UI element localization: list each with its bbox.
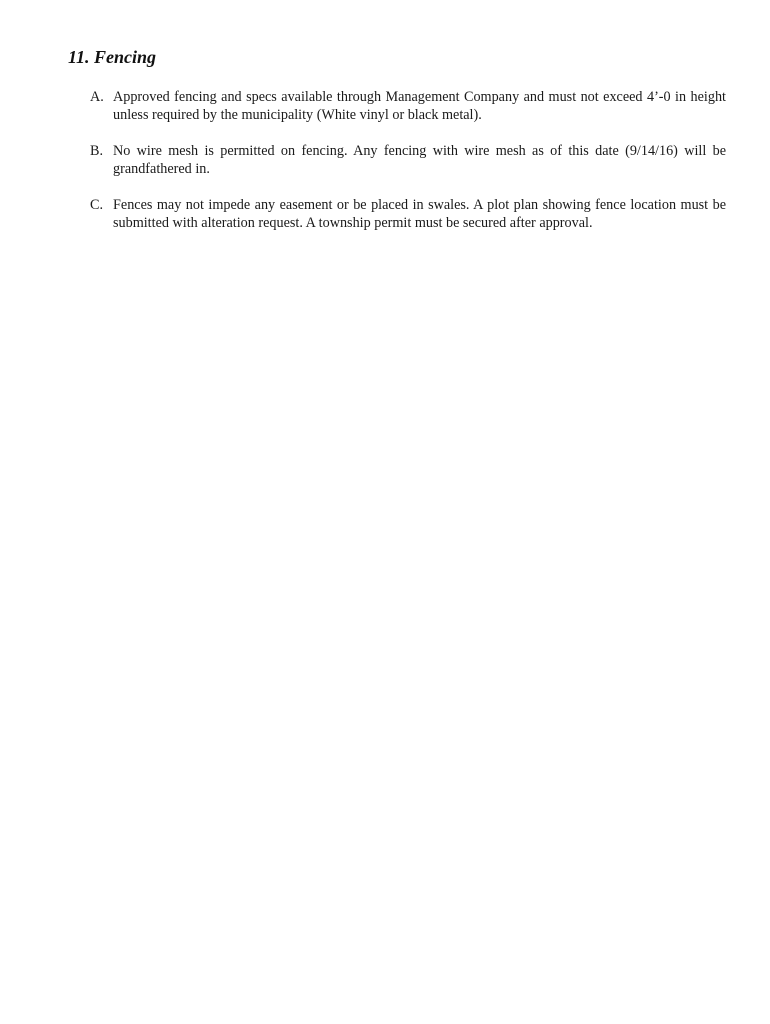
section-heading: 11. Fencing (68, 47, 157, 67)
list-item (90, 88, 726, 124)
item-marker: C. (90, 197, 104, 213)
list-item (90, 196, 726, 232)
list-item (90, 142, 726, 178)
item-text: Approved fencing and specs available through Management Company and must not exceed 4’-0 in height unless required by the municipality (White vinyl or black metal). (113, 89, 726, 123)
item-marker: B. (90, 143, 104, 159)
item-text: No wire mesh is permitted on fencing. Any fencing with wire mesh as of this date (9/14/16) will be grandfathered in. (113, 143, 726, 177)
item-text: Fences may not impede any easement or be placed in swales. A plot plan showing fence location must be submitted with alteration request. A township permit must be secured after approval. (113, 197, 726, 231)
item-marker: A. (90, 89, 104, 105)
fencing-rules-list (90, 88, 726, 250)
